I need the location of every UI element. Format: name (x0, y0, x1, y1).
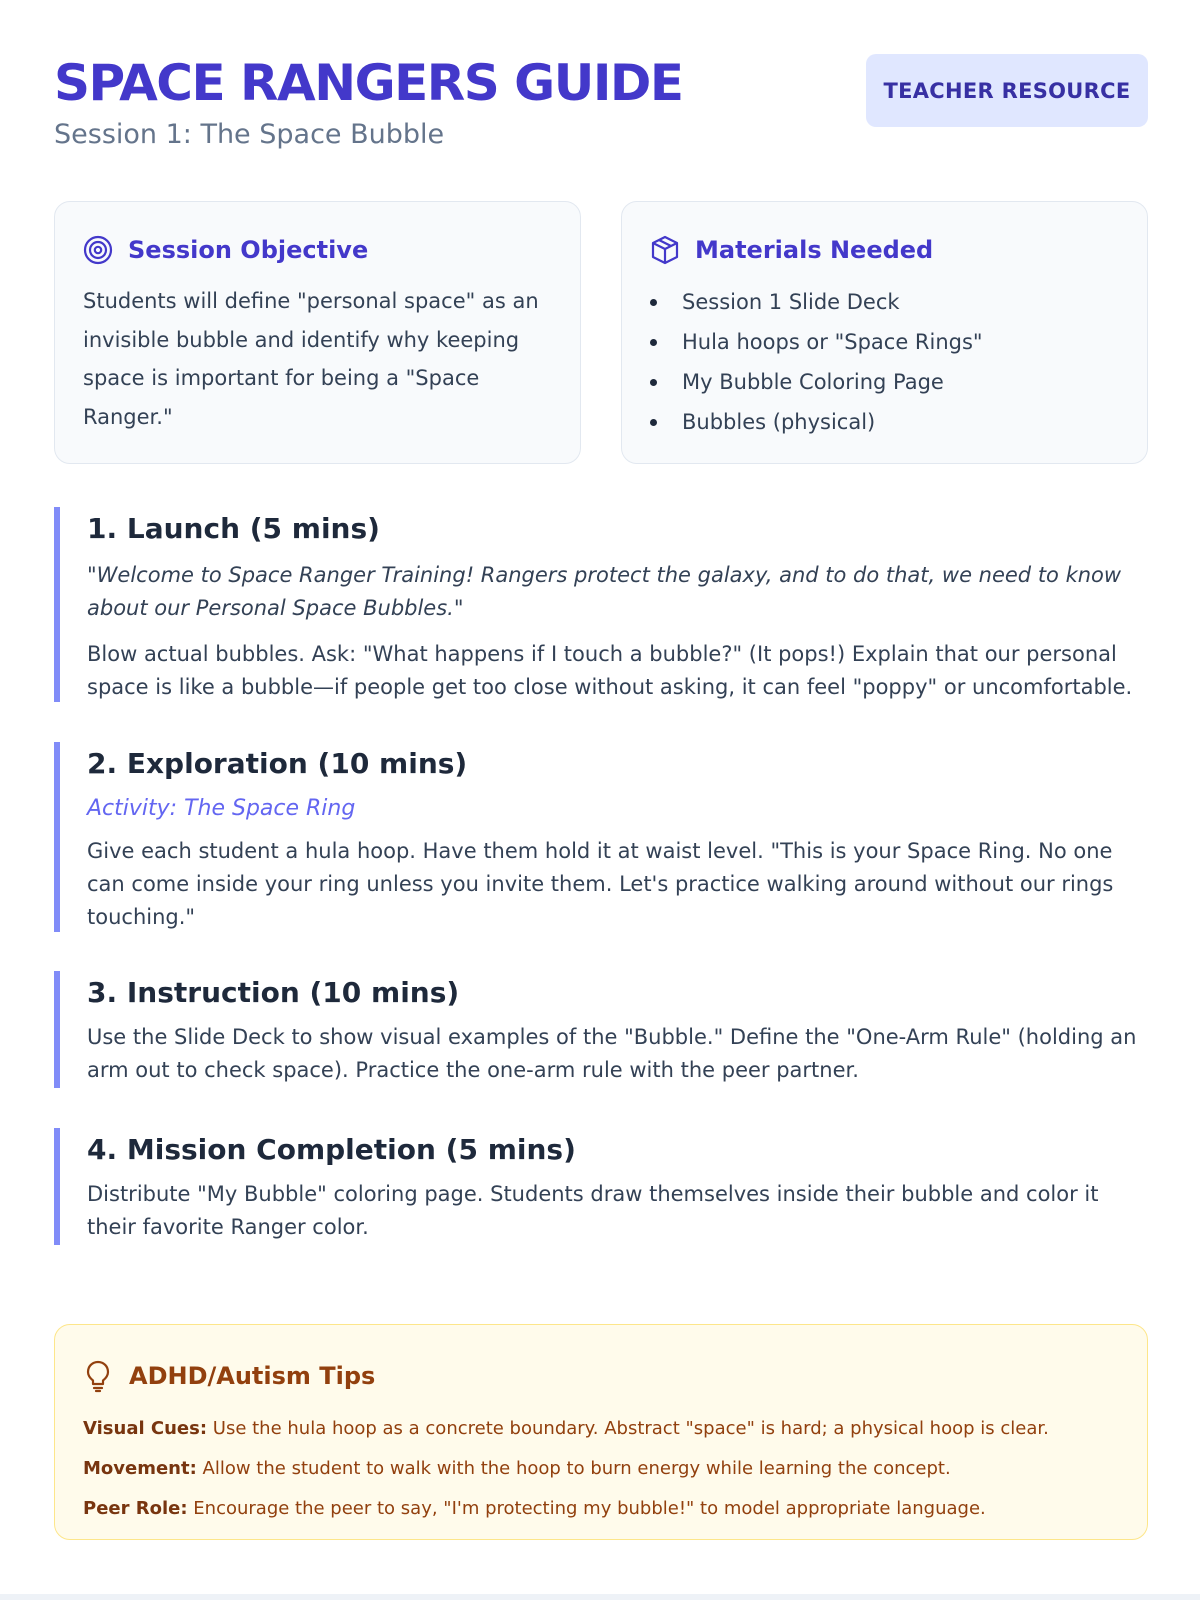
tip-text: Encourage the peer to say, "I'm protecting my bubble!" to model appropriate language. (187, 1498, 986, 1519)
section-heading: 1. Launch (5 mins) (87, 512, 380, 545)
lightbulb-icon (83, 1359, 113, 1393)
objective-card-header (82, 234, 368, 266)
tip-text: Allow the student to walk with the hoop to burn energy while learning the concept. (196, 1458, 951, 1479)
page-title: SPACE RANGERS GUIDE (54, 54, 683, 112)
section-text: Use the Slide Deck to show visual examples of the "Bubble." Define the "One-Arm Rule" (holding an arm out to check space). Practice the one-arm rule with the peer partner. (87, 1025, 1137, 1082)
page-footer-strip (0, 1594, 1200, 1600)
section-instruction (54, 971, 1148, 1088)
page-header (54, 0, 1148, 200)
section-quote: "Welcome to Space Ranger Training! Rangers protect the galaxy, and to do that, we need to know about our Personal Space Bubbles." (87, 563, 1122, 620)
page-subtitle: Session 1: The Space Bubble (54, 119, 445, 150)
tip-label: Peer Role: (83, 1498, 188, 1519)
section-launch (54, 507, 1148, 702)
section-text: Give each student a hula hoop. Have them hold it at waist level. "This is your Space Ring. No one can come inside your ring unless you invite them. Let's practice walking around without our rings touching." (87, 839, 1114, 929)
materials-title: Materials Needed (695, 236, 934, 264)
section-text: Blow actual bubbles. Ask: "What happens if I touch a bubble?" (It pops!) Explain that our personal space is like a bubble—if people get too close without asking, it can feel "poppy" or uncomfortable. (87, 642, 1133, 699)
section-exploration (54, 742, 1148, 932)
lesson-guide-page (54, 0, 1148, 1519)
materials-card (621, 201, 1148, 464)
box-icon (649, 234, 681, 266)
section-text: Distribute "My Bubble" coloring page. Students draw themselves inside their bubble and color it their favorite Ranger color. (87, 1182, 1099, 1239)
tips-title: ADHD/Autism Tips (129, 1362, 376, 1390)
info-cards (54, 201, 1148, 464)
objective-card (54, 201, 581, 464)
target-icon (82, 234, 114, 266)
materials-list (650, 282, 1127, 442)
objective-title: Session Objective (128, 236, 369, 264)
materials-item: Bubbles (physical) (650, 402, 1127, 442)
materials-item: My Bubble Coloring Page (650, 362, 1127, 402)
tips-header (83, 1359, 375, 1393)
teacher-resource-badge: TEACHER RESOURCE (866, 54, 1148, 127)
tip-item (83, 1409, 1127, 1449)
materials-item: Hula hoops or "Space Rings" (650, 322, 1127, 362)
materials-card-header (649, 234, 933, 266)
tips-list (83, 1409, 1127, 1529)
tip-label: Movement: (83, 1458, 197, 1479)
tip-text: Use the hula hoop as a concrete boundary. Abstract "space" is hard; a physical hoop is clear. (207, 1418, 1049, 1439)
section-mission-completion (54, 1128, 1148, 1245)
section-heading: 2. Exploration (10 mins) (87, 747, 468, 780)
tips-box (54, 1324, 1148, 1540)
materials-item: Session 1 Slide Deck (650, 282, 1127, 322)
section-heading: 4. Mission Completion (5 mins) (87, 1133, 576, 1166)
section-heading: 3. Instruction (10 mins) (87, 976, 460, 1009)
objective-text: Students will define "personal space" as an invisible bubble and identify why keeping space is important for being a "Space Ranger." (83, 289, 539, 429)
tip-item (83, 1449, 1127, 1489)
tip-label: Visual Cues: (83, 1418, 208, 1439)
tip-item (83, 1489, 1127, 1529)
section-activity: Activity: The Space Ring (87, 796, 356, 821)
